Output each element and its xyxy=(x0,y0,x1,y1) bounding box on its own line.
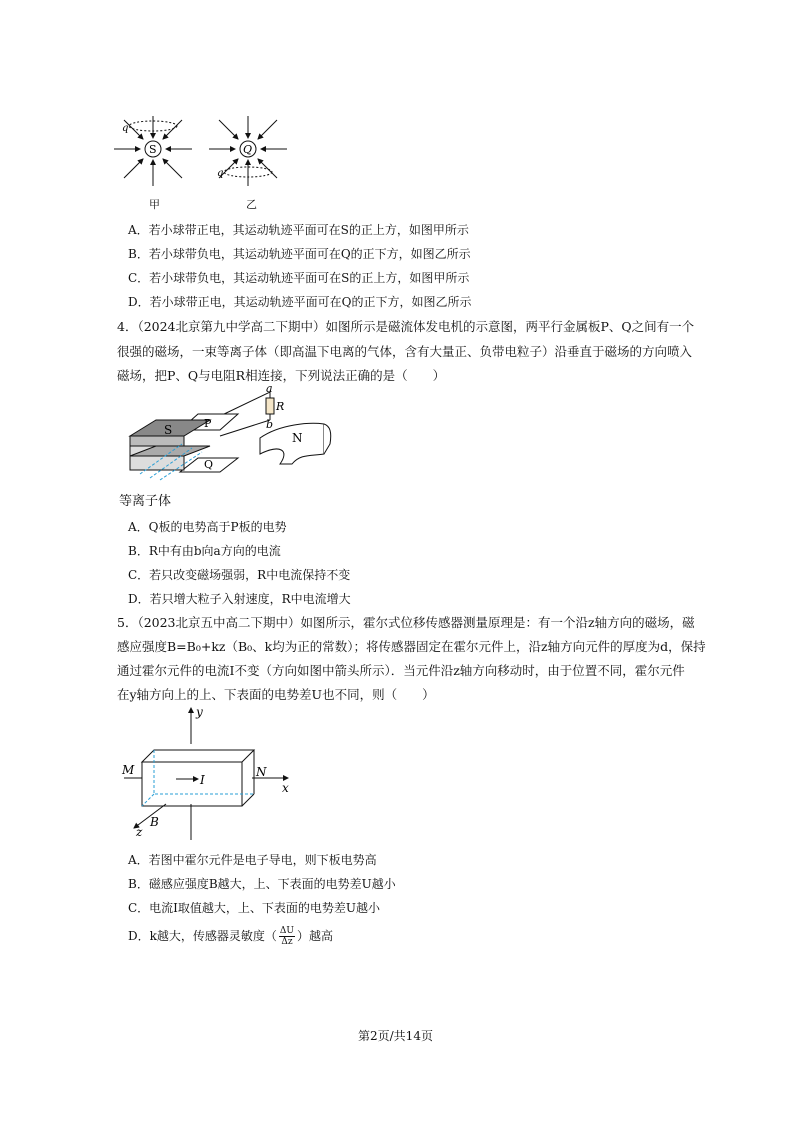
figure-mhd-generator xyxy=(120,384,340,484)
fig1-caption-right: 乙 xyxy=(246,198,257,211)
figure-hall-element xyxy=(118,704,308,840)
fig5-label-i: I xyxy=(200,773,205,787)
q5-stem-line-3: 通过霍尔元件的电流I不变（方向如图中箭头所示）．当元件沿z轴方向移动时，由于位置不同，霍尔元件 xyxy=(117,663,685,678)
fig4-label-q: Q xyxy=(204,458,214,471)
q3-option-b: B．若小球带负电，其运动轨迹平面可在Q的正下方，如图乙所示 xyxy=(128,247,471,261)
q5-option-d xyxy=(128,926,333,947)
q5-option-a: A．若图中霍尔元件是电子导电，则下板电势高 xyxy=(128,853,377,867)
fig5-label-n: N xyxy=(256,765,267,779)
q3-option-a: A．若小球带正电，其运动轨迹平面可在S的正上方，如图甲所示 xyxy=(128,223,469,237)
fig5-label-z: z xyxy=(136,825,143,839)
fig4-label-s: S xyxy=(164,423,173,437)
q5-stem-line-1: 5．（2023北京五中高二下期中）如图所示，霍尔式位移传感器测量原理是：有一个沿z轴方向的磁场，磁 xyxy=(117,615,695,630)
fig1-q-top: q xyxy=(122,123,129,134)
q4-option-d: D．若只增大粒子入射速度，R中电流增大 xyxy=(128,592,351,606)
fig4-label-r: R xyxy=(276,400,285,413)
q5-stem-line-2: 感应强度B=B₀+kz（B₀、k均为正的常数）；将传感器固定在霍尔元件上，沿z轴方向元件的厚度为d，保持 xyxy=(117,639,706,654)
q5-option-d-pre: D．k越大，传感器灵敏度（ xyxy=(128,929,277,943)
fig4-label-n: N xyxy=(292,431,303,445)
fig5-label-x: x xyxy=(282,781,289,795)
q4-stem-line-3: 磁场，把P、Q与电阻R相连接，下列说法正确的是（ ） xyxy=(117,368,446,383)
figure-charges xyxy=(100,108,300,218)
fraction-denominator: Δz xyxy=(281,937,293,947)
q5-option-c: C．电流I取值越大，上、下表面的电势差U越小 xyxy=(128,901,381,915)
fig4-label-b: b xyxy=(266,418,274,431)
q5-stem-line-4: 在y轴方向上的上、下表面的电势差U也不同，则（ ） xyxy=(117,687,435,702)
fig1-q-label: Q xyxy=(243,143,253,156)
q5-option-b: B．磁感应强度B越大，上、下表面的电势差U越小 xyxy=(128,877,396,891)
fig1-caption-left: 甲 xyxy=(149,198,160,211)
q4-stem-line-1: 4．（2024北京第九中学高二下期中）如图所示是磁流体发电机的示意图，两平行金属板P、Q之间有一个 xyxy=(117,319,695,334)
q4-option-c: C．若只改变磁场强弱，R中电流保持不变 xyxy=(128,568,351,582)
sensitivity-fraction xyxy=(279,926,295,947)
q4-stem-line-2: 很强的磁场，一束等离子体（即高温下电离的气体，含有大量正、负带电粒子）沿垂直于磁场的方向喷入 xyxy=(117,344,693,359)
resistor xyxy=(266,398,274,414)
fig5-label-y: y xyxy=(196,705,203,719)
fraction-numerator: ΔU xyxy=(279,926,294,936)
q3-option-d: D．若小球带正电，其运动轨迹平面可在Q的正下方，如图乙所示 xyxy=(128,295,472,309)
page-footer: 第2页/共14页 xyxy=(358,1029,433,1043)
q3-option-c: C．若小球带负电，其运动轨迹平面可在S的正上方，如图甲所示 xyxy=(128,271,470,285)
fig4-label-p: P xyxy=(204,417,212,430)
q4-option-b: B．R中有由b向a方向的电流 xyxy=(128,544,281,558)
fig5-label-b: B xyxy=(150,815,159,829)
fig4-label-a: a xyxy=(266,384,273,395)
q5-option-d-post: ）越高 xyxy=(297,929,334,943)
q4-option-a: A．Q板的电势高于P板的电势 xyxy=(128,520,287,534)
fig5-label-m: M xyxy=(122,763,135,777)
fig1-s-label: S xyxy=(149,143,157,156)
fig4-caption: 等离子体 xyxy=(119,494,172,509)
fig1-q-bottom: q xyxy=(217,168,224,179)
